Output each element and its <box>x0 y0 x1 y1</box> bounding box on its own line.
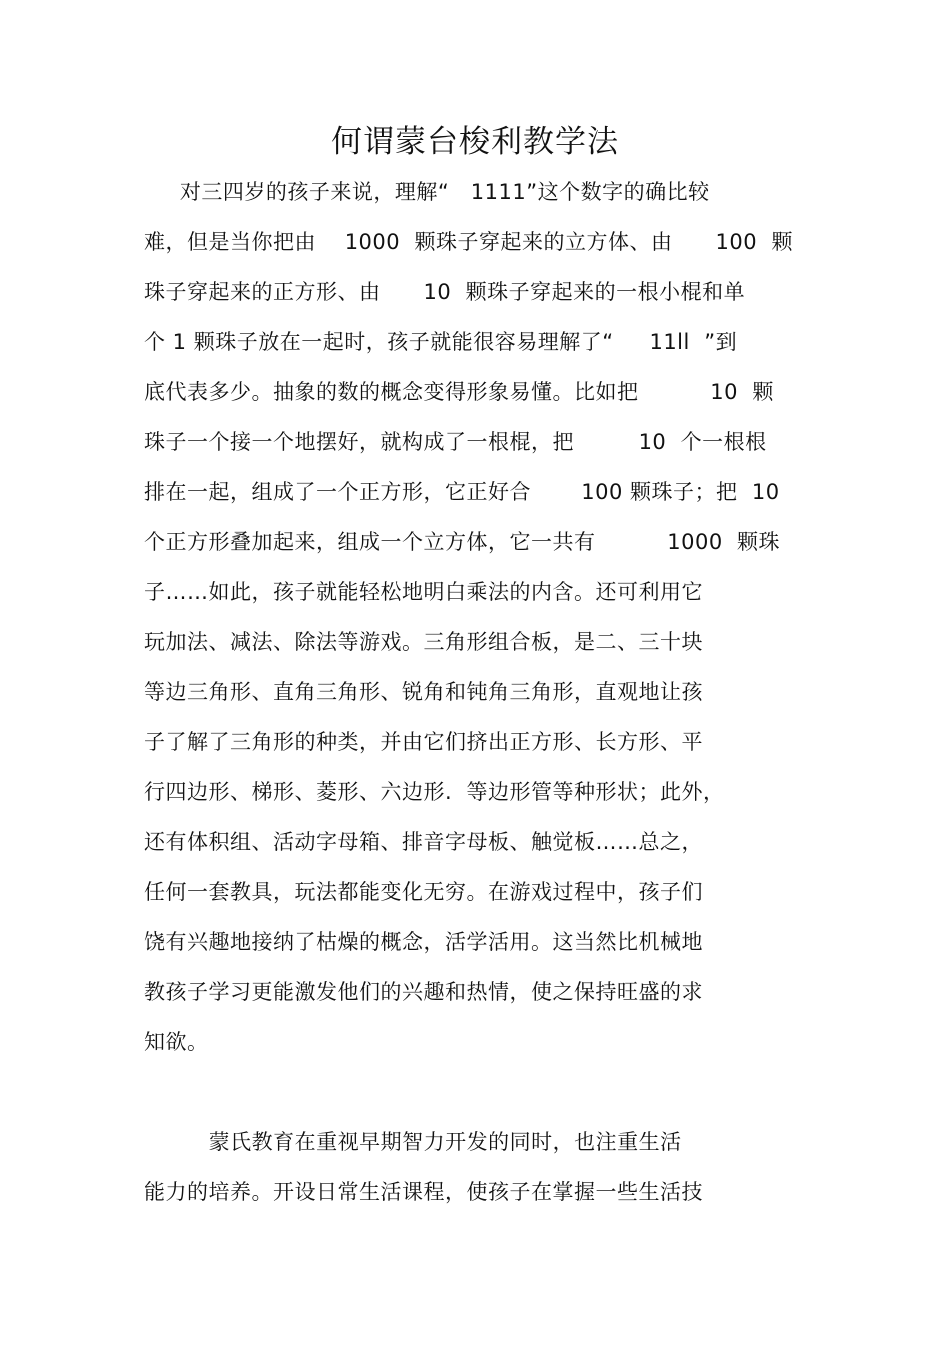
paragraph-line: 子……如此，孩子就能轻松地明白乘法的内含。还可利用它 <box>144 580 703 604</box>
paragraph-line: 饶有兴趣地接纳了枯燥的概念，活学活用。这当然比机械地 <box>144 930 703 954</box>
paragraph-line: 个 1 颗珠子放在一起时，孩子就能很容易理解了“ 11ll ”到 <box>144 330 738 354</box>
paragraph-line: 玩加法、减法、除法等游戏。三角形组合板，是二、三十块 <box>144 630 703 654</box>
paragraph-line: 珠子穿起来的正方形、由 10 颗珠子穿起来的一根小棍和单 <box>144 280 746 304</box>
paragraph-line: 蒙氏教育在重视早期智力开发的同时，也注重生活 <box>144 1130 682 1154</box>
paragraph-line: 教孩子学习更能激发他们的兴趣和热情，使之保持旺盛的求 <box>144 980 703 1004</box>
paragraph-line: 难，但是当你把由 1000 颗珠子穿起来的立方体、由 100 颗 <box>144 230 793 254</box>
paragraph-line: 还有体积组、活动字母箱、排音字母板、触觉板……总之， <box>144 830 703 854</box>
paragraph-line: 对三四岁的孩子来说，理解“ 1111”这个数字的确比较 <box>144 180 710 204</box>
paragraph-line: 子了解了三角形的种类，并由它们挤出正方形、长方形、平 <box>144 730 703 754</box>
paragraph-line: 知欲。 <box>144 1030 209 1054</box>
paragraph-line: 任何一套教具，玩法都能变化无穷。在游戏过程中，孩子们 <box>144 880 703 904</box>
paragraph-line: 个正方形叠加起来，组成一个立方体，它一共有 1000 颗珠 <box>144 530 781 554</box>
paragraph-line: 能力的培养。开设日常生活课程，使孩子在掌握一些生活技 <box>144 1180 703 1204</box>
paragraph-line: 行四边形、梯形、菱形、六边形. 等边形管等种形状；此外， <box>144 780 725 804</box>
paragraph-line: 底代表多少。抽象的数的概念变得形象易懂。比如把 10 颗 <box>144 380 774 404</box>
page-title: 何谓蒙台梭利教学法 <box>331 124 619 160</box>
paragraph-line: 珠子一个接一个地摆好，就构成了一根棍，把 10 个一根根 <box>144 430 767 454</box>
paragraph-line: 排在一起，组成了一个正方形，它正好合 100 颗珠子；把 10 <box>144 480 780 504</box>
paragraph-line: 等边三角形、直角三角形、锐角和钝角三角形，直观地让孩 <box>144 680 703 704</box>
